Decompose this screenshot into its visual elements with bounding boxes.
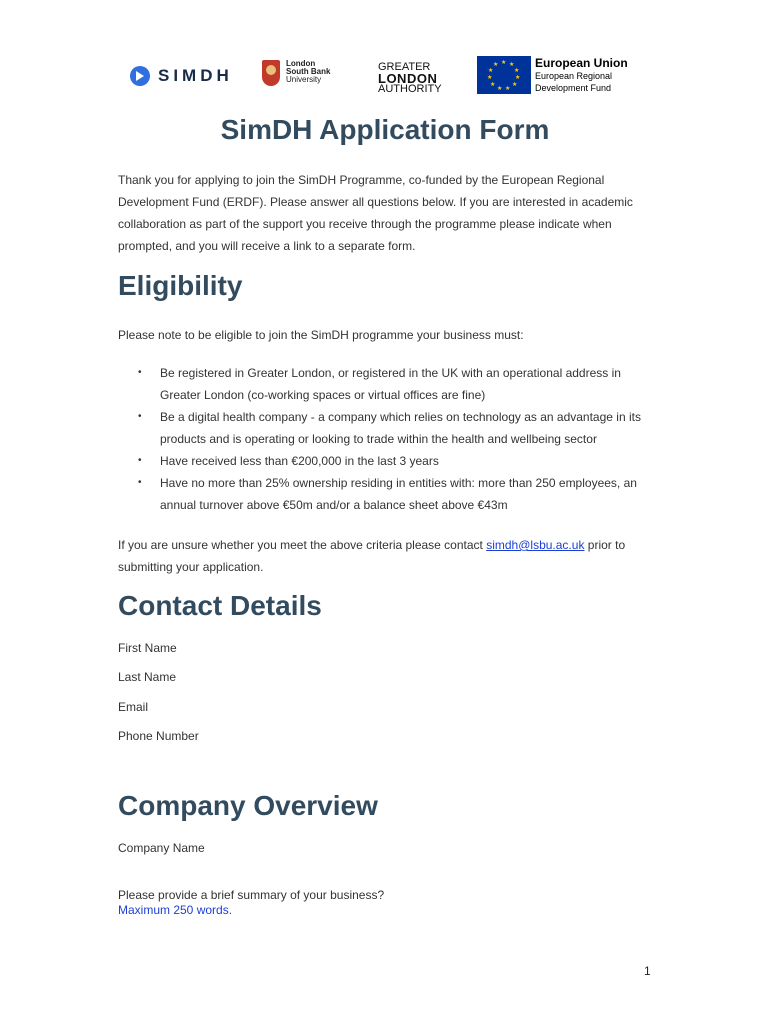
eligibility-heading: Eligibility: [118, 270, 243, 301]
lsbu-logo: [262, 60, 330, 86]
page-number: 1: [644, 964, 651, 978]
eu-logo: [477, 56, 628, 94]
gla-logo-line: LONDON: [378, 71, 438, 86]
contact-paragraph: [118, 534, 648, 578]
contact-email-link[interactable]: simdh@lsbu.ac.uk: [486, 538, 585, 552]
gla-logo-line: GREATER: [378, 61, 431, 73]
eu-logo-line: European Union: [535, 56, 628, 70]
simdh-arrow-icon: [130, 66, 150, 86]
contact-details-heading: Contact Details: [118, 590, 322, 621]
last-name-label: Last Name: [118, 670, 177, 684]
eu-flag-icon: ★ ★ ★ ★ ★ ★ ★ ★ ★ ★ ★: [477, 56, 531, 94]
first-name-label: First Name: [118, 641, 177, 655]
lsbu-logo-line: South Bank: [286, 67, 331, 76]
simdh-logo: [130, 66, 233, 86]
lsbu-crest-icon: [262, 60, 280, 86]
page-title: SimDH Application Form: [220, 114, 550, 145]
contact-text-before: If you are unsure whether you meet the above criteria please contact: [118, 538, 487, 552]
company-name-label: Company Name: [118, 841, 205, 855]
intro-paragraph: Thank you for applying to join the SimDH Programme, co-funded by the European Regional Development Fund (ERDF). Please answer all questions below. If you are interested in academic collaboration as part of the support you receive through the programme please indicate when prompted, and you will receive a link to a separate form.: [118, 173, 633, 253]
criteria-item: • Have no more than 25% ownership residing in entities with: more than 250 employees, an annual turnover above €50m and/or a balance sheet above €43m: [160, 472, 648, 516]
eligibility-lead: Please note to be eligible to join the SimDH programme your business must:: [118, 328, 524, 342]
contact-text-after: prior to submitting your application.: [118, 538, 626, 574]
simdh-logo-text: SIMDH: [158, 66, 233, 85]
eu-logo-line: Development Fund: [535, 83, 612, 93]
criteria-item: • Be a digital health company - a company which relies on technology as an advantage in its products and is operating or looking to trade within the health and wellbeing sector: [160, 406, 648, 450]
company-overview-heading: Company Overview: [118, 790, 378, 821]
email-label: Email: [118, 700, 149, 714]
summary-word-limit: Maximum 250 words.: [118, 903, 233, 917]
logo-header: [0, 56, 770, 106]
summary-question: Please provide a brief summary of your business?: [118, 888, 385, 902]
eligibility-criteria-list: [118, 362, 648, 516]
lsbu-logo-line: London: [286, 59, 316, 68]
criteria-item: • Have received less than €200,000 in the last 3 years: [160, 450, 648, 472]
lsbu-logo-line: University: [286, 75, 322, 84]
gla-logo: [378, 62, 442, 95]
phone-number-label: Phone Number: [118, 729, 199, 743]
criteria-item: • Be registered in Greater London, or registered in the UK with an operational address in Greater London (co-working spaces or virtual offices are fine): [160, 362, 648, 406]
gla-logo-line: AUTHORITY: [378, 83, 442, 95]
eu-logo-line: European Regional: [535, 71, 613, 81]
